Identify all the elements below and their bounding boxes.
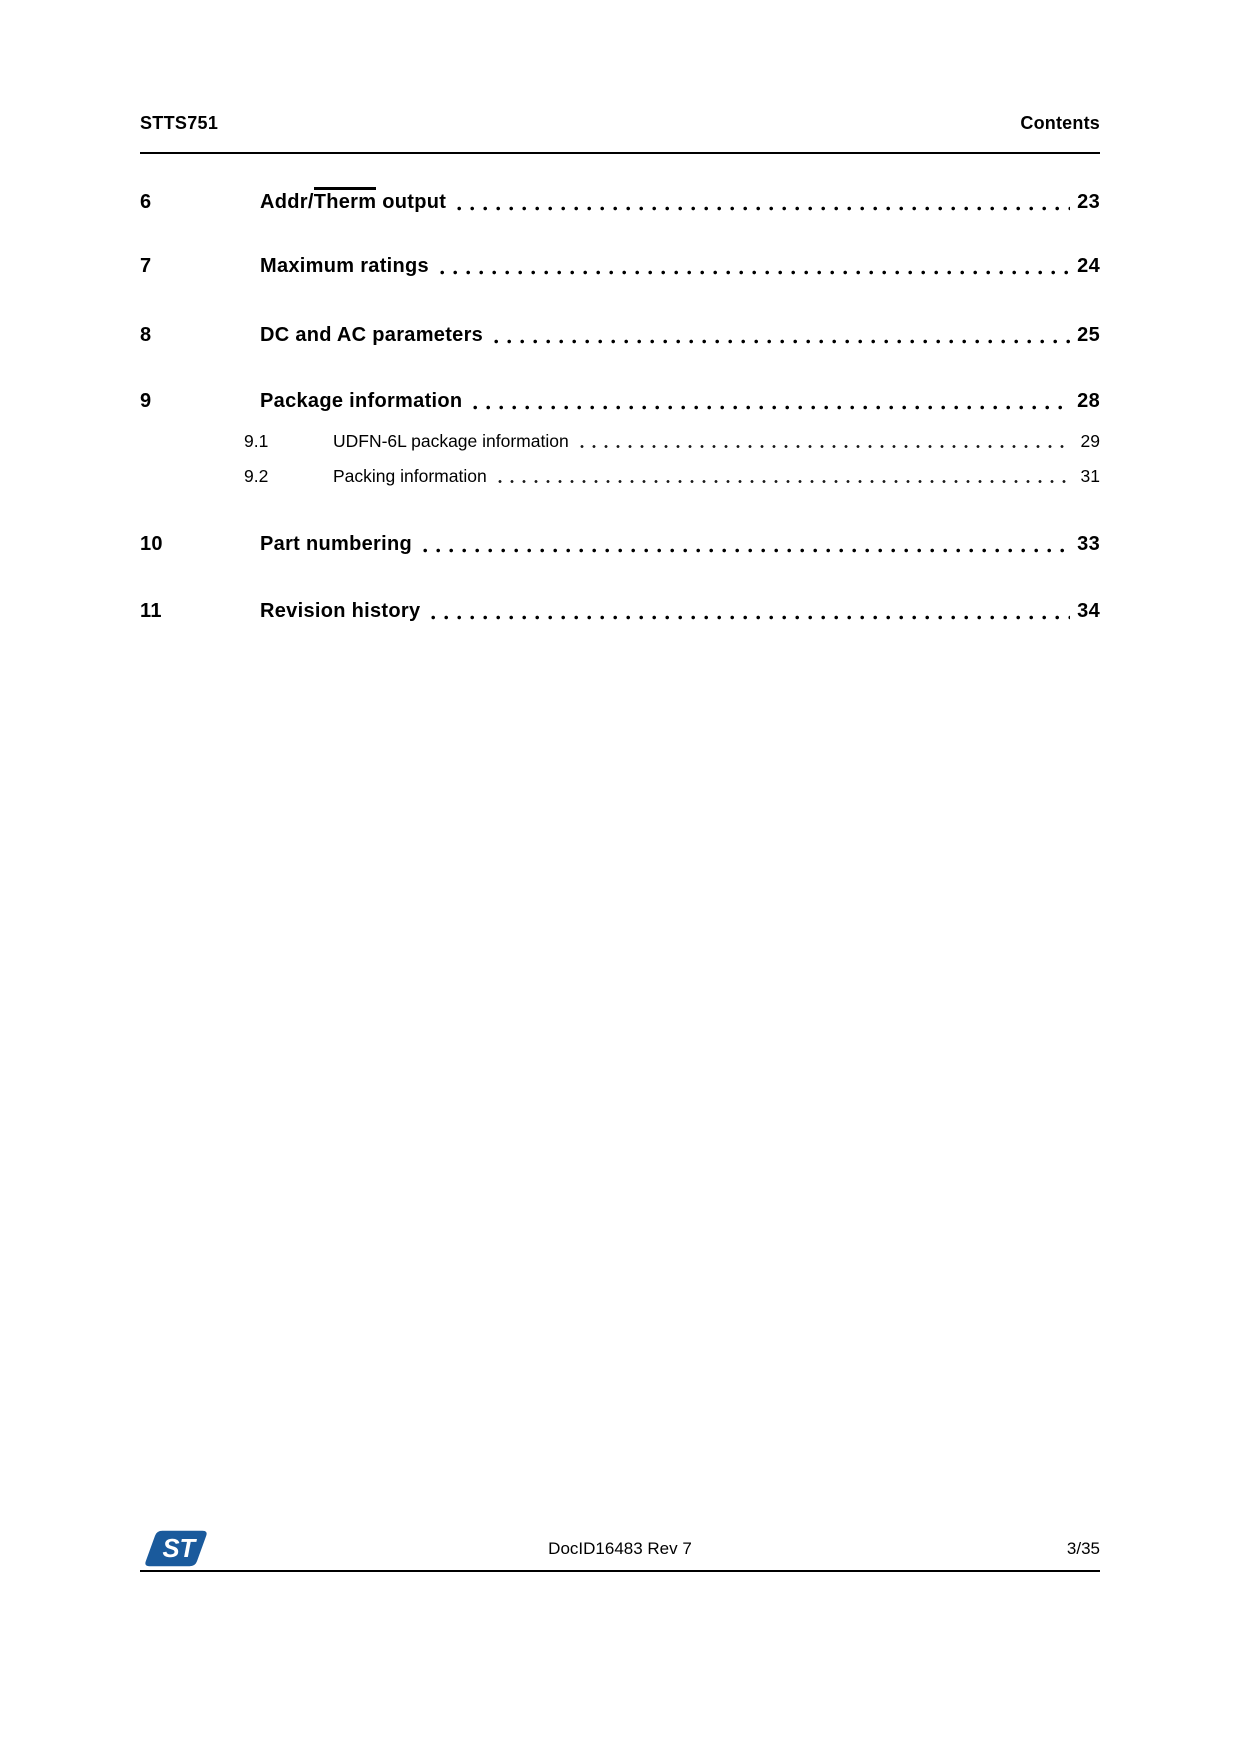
header-rule [140, 152, 1100, 154]
dot-leader [423, 548, 1070, 553]
toc-entry-page: 33 [1077, 533, 1100, 555]
toc-entry-page: 29 [1080, 431, 1100, 451]
toc-entry-7[interactable] [140, 255, 1100, 278]
toc-entry-number: 11 [140, 600, 162, 622]
toc-entry-title: Maximum ratings [260, 255, 429, 277]
toc-entry-number: 9.1 [244, 431, 269, 451]
toc-entry-title: Packing information [333, 466, 487, 486]
toc-entry-title: UDFN-6L package information [333, 431, 569, 451]
toc-entry-number: 7 [140, 255, 152, 277]
dot-leader [580, 444, 1070, 449]
header-section-title: Contents [1020, 113, 1100, 133]
overline-text: Therm [314, 187, 377, 212]
toc-entry-title: Addr/Therm output [260, 187, 446, 214]
toc-entry-title: DC and AC parameters [260, 324, 484, 346]
toc-entry-6[interactable] [140, 187, 1100, 214]
toc-entry-10[interactable] [140, 533, 1100, 556]
footer-page-number: 3/35 [1066, 1539, 1100, 1558]
toc-entry-number: 8 [140, 324, 152, 346]
toc-entry-page: 31 [1080, 466, 1100, 486]
dot-leader [457, 206, 1070, 211]
toc-entry-page: 28 [1077, 390, 1100, 412]
toc-entry-title: Part numbering [260, 533, 412, 555]
toc-entry-9-1[interactable] [140, 431, 1100, 452]
footer-doc-id: DocID16483 Rev 7 [548, 1539, 692, 1558]
toc-entry-title: Revision history [260, 600, 421, 622]
dot-leader [498, 479, 1070, 484]
header-document-title: STTS751 [140, 113, 219, 133]
footer-rule [140, 1570, 1100, 1572]
dot-leader [440, 270, 1070, 275]
dot-leader [473, 405, 1070, 410]
dot-leader [431, 615, 1070, 620]
toc-entry-11[interactable] [140, 600, 1100, 623]
toc-entry-page: 24 [1077, 255, 1100, 277]
toc-entry-8[interactable] [140, 324, 1100, 347]
toc-entry-9-2[interactable] [140, 466, 1100, 487]
toc-entry-number: 9 [140, 390, 152, 412]
st-logo-letters: ST [162, 1535, 196, 1564]
toc-entry-number: 6 [140, 191, 152, 213]
toc-entry-9[interactable] [140, 390, 1100, 413]
toc-entry-number: 10 [140, 533, 163, 555]
toc-entry-page: 23 [1077, 191, 1100, 213]
toc-entry-number: 9.2 [244, 466, 269, 486]
dot-leader [494, 339, 1070, 344]
toc-entry-page: 25 [1077, 324, 1100, 346]
toc-entry-title: Package information [260, 390, 463, 412]
toc-entry-page: 34 [1077, 600, 1100, 622]
